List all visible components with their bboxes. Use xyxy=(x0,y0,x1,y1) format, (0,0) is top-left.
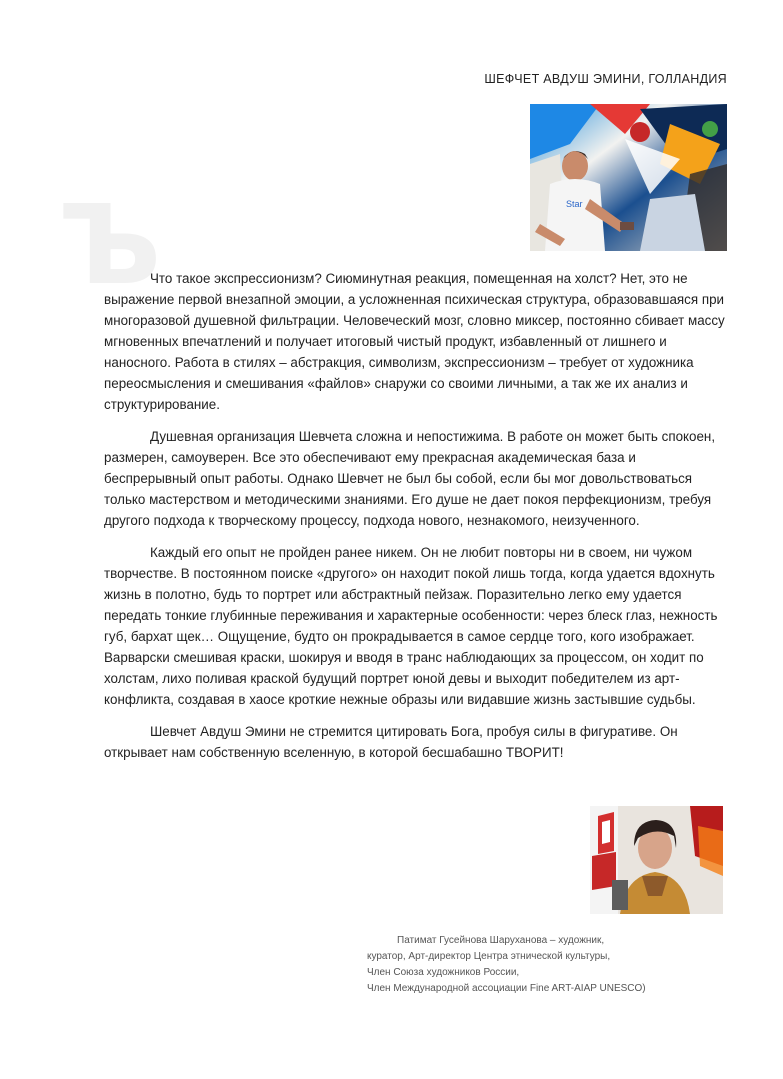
paragraph: Шевчет Авдуш Эмини не стремится цитировать Бога, пробуя силы в фигуративе. Он открывает нам собственную вселенную, в которой бесшабашно ТВОРИТ! xyxy=(104,724,678,760)
paragraph: Что такое экспрессионизм? Сиюминутная реакция, помещенная на холст? Нет, это не выражение первой внезапной эмоции, а усложненная психическая структура, образовавшаяся при многоразовой душевной фильтрации. Человеческий мозг, словно миксер, постоянно сбивает массу мгновенных впечатлений и получает итоговый чистый продукт, избавленный от лишнего и наносного. Работа в стилях – абстракция, символизм, экспрессионизм – требует от художника переосмысления и смешивания «файлов» снаружи со своими личными, а так же их анализ и структурирование. xyxy=(104,271,725,412)
author-credit xyxy=(367,933,757,997)
background-watermark: Ъ xyxy=(58,181,162,309)
credit-line: Член Международной ассоциации Fine ART-AIAP UNESCO) xyxy=(367,983,646,994)
author-photo xyxy=(590,806,723,914)
svg-text:Star: Star xyxy=(566,199,583,209)
artist-photo xyxy=(530,104,727,251)
credit-line: куратор, Арт-директор Центра этнической культуры, xyxy=(367,951,611,962)
article-title: ШЕФЧЕТ АВДУШ ЭМИНИ, ГОЛЛАНДИЯ xyxy=(484,72,727,86)
credit-line: Член Союза художников России, xyxy=(367,967,520,978)
credit-line: Патимат Гусейнова Шаруханова – художник, xyxy=(397,935,605,946)
paragraph: Каждый его опыт не пройден ранее никем. Он не любит повторы ни в своем, ни чужом творчестве. В постоянном поиске «другого» он находит покой лишь тогда, когда удается вдохнуть жизнь в полотно, будь то портрет или абстрактный пейзаж. Поразительно легко ему удается передать тонкие глубинные переживания и характерные особенности: через блеск глаз, нежность губ, бархат щек… Ощущение, будто он прокрадывается в самое сердце того, кого изображает. Варварски смешивая краски, шокируя и вводя в транс наблюдающих за процессом, он ходит по холстам, лихо поливая краской будущий портрет юной девы и выходит победителем из арт-конфликта, создавая в хаосе кроткие нежные образы или видавшие жизнь застывшие судьбы. xyxy=(104,545,718,707)
article-body xyxy=(104,268,728,774)
paragraph: Душевная организация Шевчета сложна и непостижима. В работе он может быть спокоен, размерен, самоуверен. Все это обеспечивают ему прекрасная академическая база и беспрерывный опыт работы. Однако Шевчет не был бы собой, если бы мог довольствоваться только мастерством и методическими знаниями. Его душе не дает покоя перфекционизм, требуя другого подхода к творческому процессу, подхода нового, незнакомого, неизученного. xyxy=(104,429,716,528)
